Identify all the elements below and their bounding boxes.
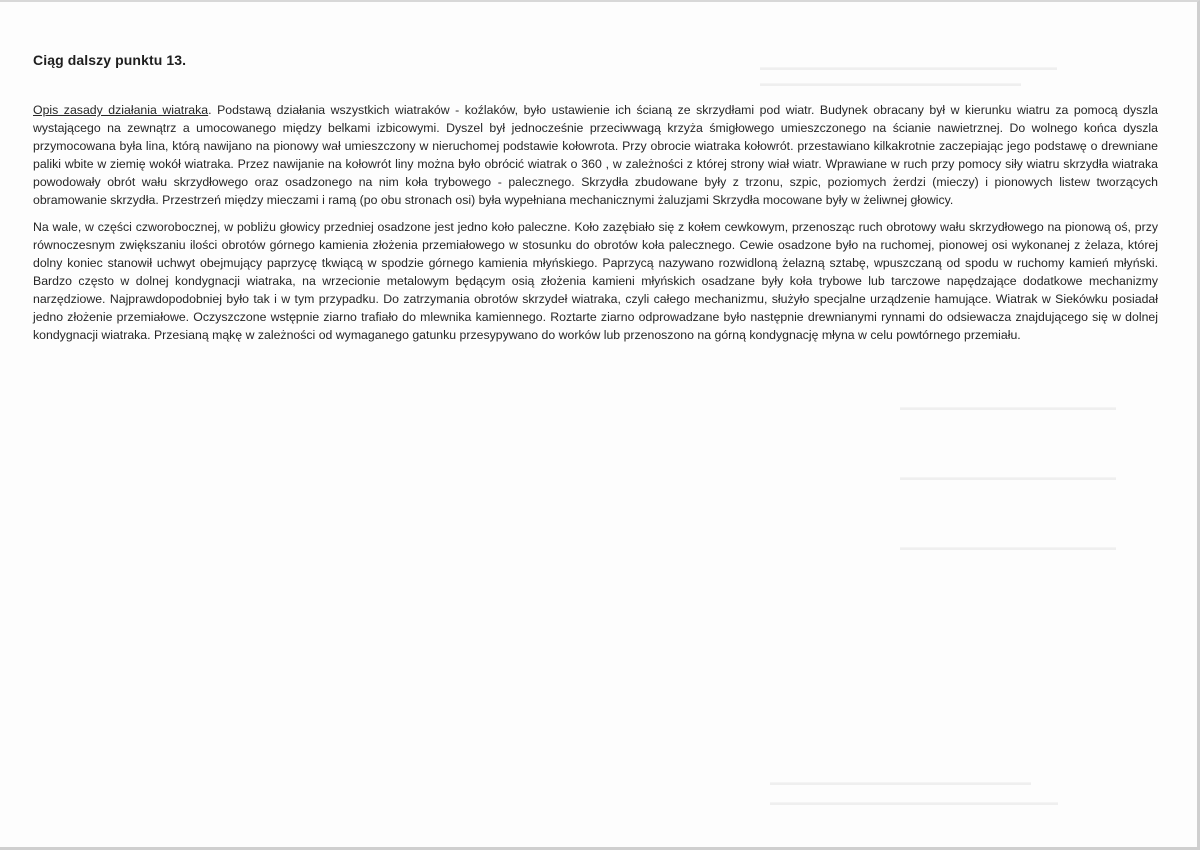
section-link[interactable]: Opis zasady działania wiatraka — [33, 103, 209, 117]
document-content — [33, 52, 1158, 345]
paragraph-1-text: . Podstawą działania wszystkich wiatraków - koźlaków, było ustawienie ich ścianą ze skrzydłami pod wiatr. Budynek obracany był w kierunku wiatru za pomocą dyszla wystającego na zewnątrz a umocowanego między belkami izbicowymi. Dyszel był jednocześnie przeciwwagą krzyża śmigłowego umieszczonego na ścianie nawietrznej. Do wolnego końca dyszla przymocowana była lina, którą nawijano na pionowy wał umieszczony w nieruchomej podstawie kołowrota. Przy obrocie wiatraka kołowrót. przestawiano kilkakrotnie zaczepiając jego podstawę o drewniane paliki wbite w ziemię wokół wiatraka. Przez nawijanie na kołowrót liny można było obrócić wiatrak o 360 , w zależności z której strony wiał wiatr. Wprawiane w ruch przy pomocy siły wiatru skrzydła wiatraka powodowały obrót wału skrzydłowego oraz osadzonego na nim koła trybowego - palecznego. Skrzydła zbudowane były z trzonu, szpic, poziomych żerdzi (mieczy) i pionowych listew tworzących obramowanie skrzydła. Przestrzeń między mieczami i ramą (po obu stronach osi) była wypełniana mechanicznymi żaluzjami Skrzydła mocowane były w żeliwnej głowicy. — [33, 103, 1158, 207]
paragraph-mechanism-description — [33, 102, 1158, 209]
document-page: ▬▬▬▬▬▬▬▬▬▬▬▬▬▬▬▬▬▬▬▬▬▬▬▬▬▬▬▬▬▬▬▬▬ ▬▬▬▬▬▬▬▬▬▬▬▬▬▬▬▬▬▬▬▬▬▬▬▬▬▬▬▬▬ ▬▬▬▬▬▬▬▬▬▬▬▬▬▬▬▬▬▬▬▬▬▬▬▬ ▬▬▬▬▬▬▬▬▬▬▬▬▬▬▬▬▬▬▬▬▬▬▬▬ ▬▬▬▬▬▬▬▬▬▬▬▬▬▬▬▬▬▬▬▬▬▬▬▬ ▬▬▬▬▬▬▬▬▬▬▬▬▬▬▬▬▬▬▬▬▬▬▬▬▬▬▬▬▬ ▬▬▬▬▬▬▬▬▬▬▬▬▬▬▬▬▬▬▬▬▬▬▬▬▬▬▬▬▬▬▬▬ Ciąg dalszy punktu 13. Opis zasady działania wiatraka. Podstawą działania wszystkich wiatraków - koźlaków, było ustawienie ich ścianą ze skrzydłami pod wiatr. Budynek obracany był w kierunku wiatru za pomocą dyszla wystającego na zewnątrz a umocowanego między belkami izbicowymi. Dyszel był jednocześnie przeciwwagą krzyża śmigłowego umieszczonego na ścianie nawietrznej. Do wolnego końca dyszla przymocowana była lina, którą nawijano na pionowy wał umieszczony w nieruchomej podstawie kołowrota. Przy obrocie wiatraka kołowrót. przestawiano kilkakrotnie zaczepiając jego podstawę o drewniane paliki wbite w ziemię wokół wiatraka. Przez nawijanie na kołowrót liny można było obrócić wiatrak o 360 , w zależności z której strony wiał wiatr. Wprawiane w ruch przy pomocy siły wiatru skrzydła wiatraka powodowały obrót wału skrzydłowego oraz osadzonego na nim koła trybowego - palecznego. Skrzydła zbudowane były z trzonu, szpic, poziomych żerdzi (mieczy) i pionowych listew tworzących obramowanie skrzydła. Przestrzeń między mieczami i ramą (po obu stronach osi) była wypełniana mechanicznymi żaluzjami Skrzydła mocowane były w żeliwnej głowicy. Na wale, w części czworobocznej, w pobliżu głowicy przedniej osadzone jest jedno koło paleczne. Koło zazębiało się z kołem cewkowym, przenosząc ruch obrotowy wału skrzydłowego na pionową oś, przy równoczesnym zwiększaniu ilości obrotów górnego kamienia złożenia przemiałowego w stosunku do obrotów koła palecznego. Cewie osadzone było na ruchomej, pionowej osi wykonanej z żelaza, której dolny koniec stanowił uchwyt obejmujący paprzycę tkwiącą w spodzie górnego kamienia młyńskiego. Paprzycą nazywano rozwidloną żelazną sztabę, wpuszczaną od spodu w ruchomy kamień młyński. Bardzo często w dolnej kondygnacji wiatraka, na wrzecionie metalowym będącym osią złożenia kamieni młyńskich osadzane były koła trybowe lub tarczowe napędzające dodatkowe mechanizmy narzędziowe. Najprawdopodobniej było tak i w tym przypadku. Do zatrzymania obrotów skrzydeł wiatraka, czyli całego mechanizmu, służyło specjalne urządzenie hamujące. Wiatrak w Siekówku posiadał jedno złożenie przemiałowe. Oczyszczone wstępnie ziarno trafiało do mlewnika kamiennego. Roztarte ziarno odprowadzane było następnie drewnianymi rynnami do odsiewacza znajdującego się w dolnej kondygnacji wiatraka. Przesianą mąkę w zależności od wymaganego gatunku przesypywano do worków lub przenoszono na górną kondygnację młyna w celu powtórnego przemiału. — [0, 0, 1200, 850]
section-heading: Ciąg dalszy punktu 13. — [33, 52, 187, 68]
paragraph-gear-description: Na wale, w części czworobocznej, w pobliżu głowicy przedniej osadzone jest jedno koło paleczne. Koło zazębiało się z kołem cewkowym, przenosząc ruch obrotowy wału skrzydłowego na pionową oś, przy równoczesnym zwiększaniu ilości obrotów górnego kamienia złożenia przemiałowego w stosunku do obrotów koła palecznego. Cewie osadzone było na ruchomej, pionowej osi wykonanej z żelaza, której dolny koniec stanowił uchwyt obejmujący paprzycę tkwiącą w spodzie górnego kamienia młyńskiego. Paprzycą nazywano rozwidloną żelazną sztabę, wpuszczaną od spodu w ruchomy kamień młyński. Bardzo często w dolnej kondygnacji wiatraka, na wrzecionie metalowym będącym osią złożenia kamieni młyńskich osadzane były koła trybowe lub tarczowe napędzające dodatkowe mechanizmy narzędziowe. Najprawdopodobniej było tak i w tym przypadku. Do zatrzymania obrotów skrzydeł wiatraka, czyli całego mechanizmu, służyło specjalne urządzenie hamujące. Wiatrak w Siekówku posiadał jedno złożenie przemiałowe. Oczyszczone wstępnie ziarno trafiało do mlewnika kamiennego. Roztarte ziarno odprowadzane było następnie drewnianymi rynnami do odsiewacza znajdującego się w dolnej kondygnacji wiatraka. Przesianą mąkę w zależności od wymaganego gatunku przesypywano do worków lub przenoszono na górną kondygnację młyna w celu powtórnego przemiału. — [33, 220, 1158, 342]
